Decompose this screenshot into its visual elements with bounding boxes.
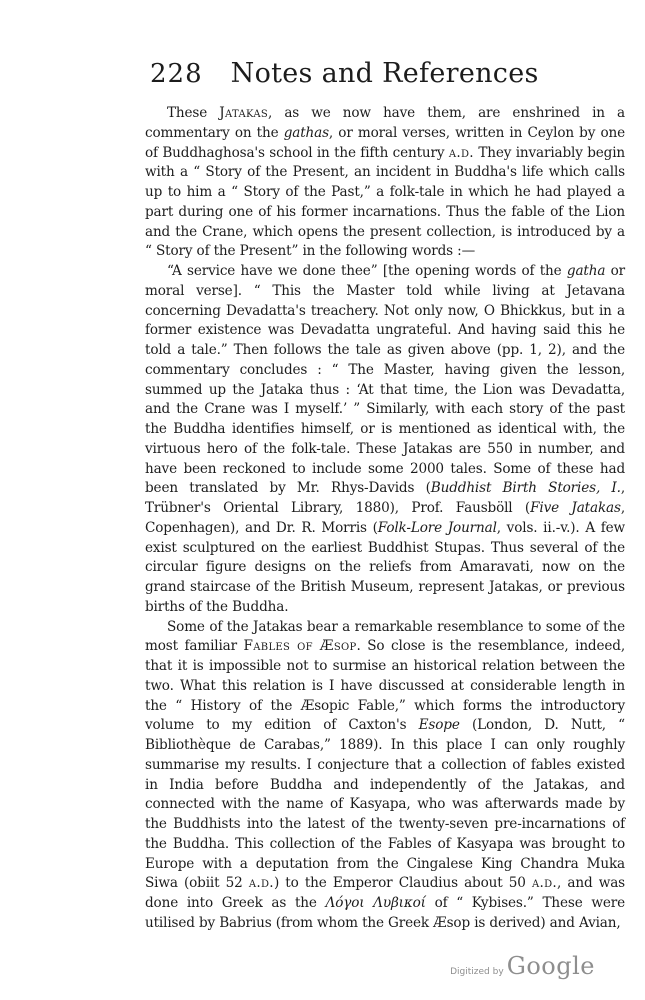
digitized-by-label: Digitized by <box>450 967 504 977</box>
text-run: These <box>167 105 220 121</box>
text-run: , Trübner's Oriental Library, 1880), Prof. Fausböll ( <box>145 480 625 516</box>
small-caps-text: Fables of Æsop <box>243 638 357 655</box>
page-number: 228 <box>150 59 203 89</box>
small-caps-text: a.d. <box>448 144 474 161</box>
text-run: They invariably begin with a “ Story of the Present, an incident in Buddha's life which calls up to him a “ Story of the Past,” a folk-tale in which he had played a part during one of his former incarnations. Thus the fable of the Lion and the Crane, which opens the present collection, is introduced by a “ Story of the Present” in the following words :— <box>145 144 625 260</box>
google-logo: Google <box>506 952 595 980</box>
running-head: Notes and References <box>230 58 539 89</box>
paragraph <box>145 262 625 618</box>
paragraph <box>145 618 625 934</box>
text-run: ) to the Emperor Claudius about 50 <box>273 875 532 892</box>
italic-text: gathas <box>283 124 329 141</box>
text-run: or moral verse]. “ This the Master told while living at Jetavana concerning Devadatta's treachery. Not only now, O Bhickkus, but in a former existence was Devadatta ungrateful. And having said this he told a tale.” Then follows the tale as given above (pp. 1, 2), and the commentary concludes : “ The Master, having given the lesson, summed up the Jataka thus : ‘At that time, the Lion was Devadatta, and the Crane was I myself.’ ” Similarly, with each story of the past the Buddha identifies himself, or is mentioned as identical with, the virtuous hero of the folk-tale. These Jatakas are 550 in number, and have been reckoned to include some 2000 tales. Some of these had been translated by Mr. Rhys-Davids ( <box>145 263 625 497</box>
digitized-watermark <box>395 952 595 988</box>
text-run: , as we now have them, are enshrined in a commentary on the <box>145 105 626 141</box>
paragraph <box>145 104 625 262</box>
text-run: , Copenhagen), and Dr. R. Morris ( <box>145 500 625 536</box>
text-run: of “ Kybises.” These were utilised by Babrius (from whom the Greek Æsop is derived) and Avian, <box>145 895 625 931</box>
text-run: , vols. ii.-v.). A few exist sculptured on the earliest Buddhist Stupas. Thus several of the circular figure designs on the reliefs from Amaravati, now on the grand staircase of the British Museum, represent Jatakas, or previous births of the Buddha. <box>145 519 626 615</box>
text-run: Some of the Jatakas bear a remarkable resemblance to some of the most familiar <box>145 618 625 655</box>
text-run: , or moral verses, written in Ceylon by one of Buddhaghosa's school in the fifth century <box>145 124 625 161</box>
page-header <box>150 58 580 98</box>
small-caps-text: a.d. <box>248 875 274 892</box>
body-text <box>145 104 625 934</box>
italic-text: Buddhist Birth Stories, I. <box>430 480 621 497</box>
text-run: (London, D. Nutt, “ Bibliothèque de Carabas,” 1889). In this place I can only roughly summarise my results. I conjecture that a collection of fables existed in India before Buddha and independently of the Jatakas, and connected with the name of Kasyapa, who was afterwards made by the Buddhists into the latest of the twenty-seven pre-incarnations of the Buddha. This collection of the Fables of Kasyapa was brought to Europe with a deputation from the Cingalese King Chandra Muka Siwa (obiit 52 <box>145 717 625 892</box>
italic-text: Λόγοι Λυβικοί <box>325 895 426 911</box>
text-run: “A service have we done thee” [the opening words of the <box>167 263 567 279</box>
small-caps-text: a.d. <box>531 875 558 892</box>
text-run: . So close is the resemblance, indeed, that it is impossible not to surmise an historical relation between the two. What this relation is I have discussed at considerable length in the “ History of the Æsopic Fable,” which forms the introductory volume to my edition of Caxton's <box>145 638 625 734</box>
italic-text: Five Jatakas <box>530 500 621 516</box>
text-run: , and was done into Greek as the <box>145 875 625 911</box>
italic-text: Esope <box>418 717 460 734</box>
italic-text: gatha <box>566 263 606 279</box>
small-caps-text: Jatakas <box>219 105 269 121</box>
italic-text: Folk-Lore Journal <box>377 519 497 536</box>
